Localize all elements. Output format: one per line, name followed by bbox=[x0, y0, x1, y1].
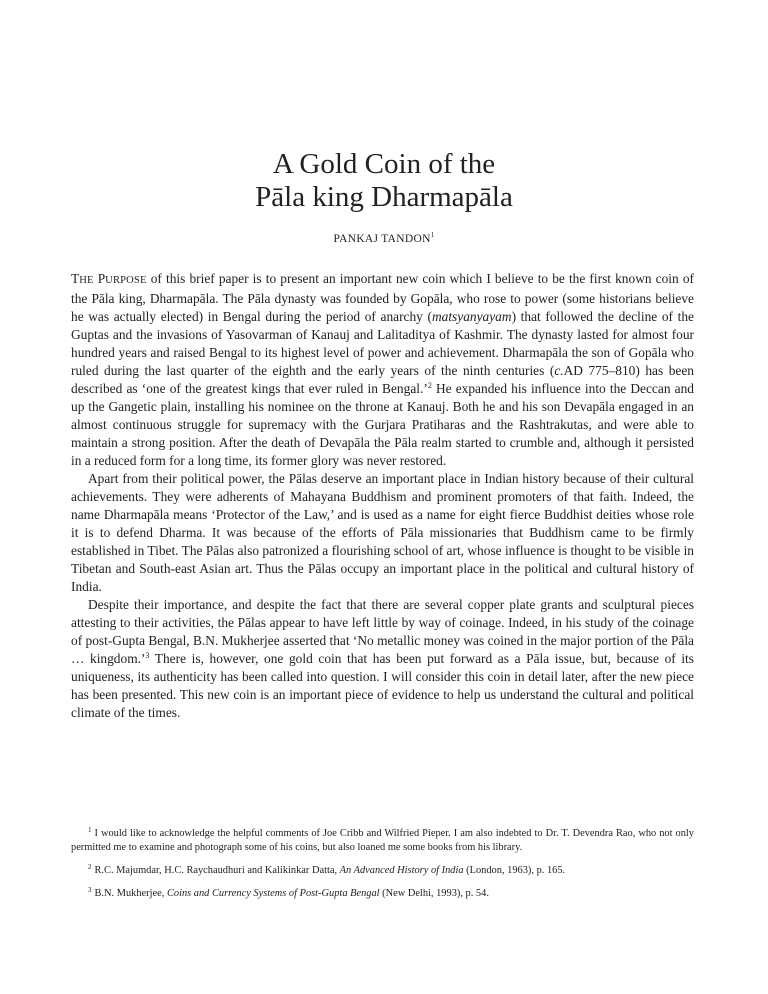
footnote-ref-2[interactable]: 2 bbox=[427, 381, 432, 390]
footnote-2-post: (London, 1963), p. 165. bbox=[463, 865, 566, 876]
footnote-3 bbox=[71, 883, 694, 901]
author-footnote-mark: 1 bbox=[430, 231, 435, 239]
lead-smallcaps-urpose: URPOSE bbox=[105, 275, 147, 286]
p1-text-b: ) that followed the decline of the Guptas and the invasions of Yasovarman of Kanauj and Lalitaditya of Kashmir. The dynasty lasted for almost four hundred years and raised Bengal to its highest level of power and achievement. Dharmapāla the son of Gopāla who ruled during the last quarter of the eighth and the early years of the ninth centuries ( bbox=[71, 309, 694, 378]
author-line bbox=[0, 231, 768, 245]
p1-text-c: AD 775–810) has been described as ‘one of the greatest kings that ever ruled in Bengal.’ bbox=[71, 363, 694, 396]
footnote-2-text: R.C. Majumdar, H.C. Raychaudhuri and Kalikinkar Datta, bbox=[94, 865, 340, 876]
lead-smallcaps-he: HE bbox=[79, 275, 94, 286]
footnote-2-title: An Advanced History of India bbox=[339, 865, 464, 876]
p1-text-a: of this brief paper is to present an important new coin which I believe to be the first known coin of the Pāla king, Dharmapāla. The Pāla dynasty was founded by Gopāla, who rose to power (some historians believe he was actually elected) in Bengal during the period of anarchy ( bbox=[71, 271, 694, 324]
p3-text-b: There is, however, one gold coin that has been put forward as a Pāla issue, but, because of its uniqueness, its authenticity has been called into question. I will consider this coin in detail later, after the new piece has been presented. This new coin is an important piece of evidence to help us understand the cultural and political climate of the times. bbox=[71, 651, 694, 720]
paragraph-1 bbox=[71, 270, 694, 470]
footnote-2-mark: 2 bbox=[88, 863, 92, 871]
p1-text-d: He expanded his influence into the Deccan and up the Gangetic plain, installing his nominee on the throne at Kanauj. Both he and his son Devapāla engaged in an almost continuous struggle for supremacy with the Gurjara Pratiharas and the Rashtrakutas, and were able to maintain a strong position. After the death of Devapāla the Pāla realm started to crumble and, although it persisted in a reduced form for a long time, its former glory was never restored. bbox=[71, 381, 694, 468]
title-line-2: Pāla king Dharmapāla bbox=[255, 181, 513, 213]
footnote-1-text: I would like to acknowledge the helpful comments of Joe Cribb and Wilfried Pieper. I am also indebted to Dr. T. Devendra Rao, who not only permitted me to examine and photograph some of his coins, but also loaned me some books from his library. bbox=[71, 828, 694, 853]
footnote-ref-3[interactable]: 3 bbox=[145, 651, 150, 660]
lead-initial-t: T bbox=[71, 271, 80, 286]
lead-initial-p: P bbox=[97, 271, 106, 286]
footnote-1 bbox=[71, 823, 694, 855]
paragraph-3 bbox=[71, 596, 694, 722]
footnotes bbox=[71, 823, 694, 906]
p1-italic-matsyanyayam: matsyanyayam bbox=[431, 309, 512, 324]
footnote-2 bbox=[71, 860, 694, 878]
p1-italic-circa: c. bbox=[554, 363, 564, 378]
footnote-3-title: Coins and Currency Systems of Post-Gupta Bengal bbox=[166, 888, 380, 899]
p3-text-a: Despite their importance, and despite the fact that there are several copper plate grants and sculptural pieces attesting to their activities, the Pālas appear to have left little by way of coinage. Indeed, in his study of the coinage of post-Gupta Bengal, B.N. Mukherjee asserted that ‘No metallic money was coined in the major portion of the Pāla … kingdom.’ bbox=[71, 597, 694, 666]
author-name: PANKAJ TANDON bbox=[333, 233, 431, 245]
title-line-1: A Gold Coin of the bbox=[272, 148, 496, 180]
footnote-3-post: (New Delhi, 1993), p. 54. bbox=[379, 888, 489, 899]
footnote-3-text: B.N. Mukherjee, bbox=[94, 888, 167, 899]
footnote-1-mark: 1 bbox=[88, 826, 92, 834]
paragraph-2: Apart from their political power, the Pālas deserve an important place in Indian history because of their cultural achievements. They were adherents of Mahayana Buddhism and prominent promoters of that faith. Indeed, the name Dharmapāla means ‘Protector of the Law,’ and is used as a name for eight fierce Buddhist deities whose role it is to defend Dharma. It was because of the efforts of Pāla missionaries that Buddhism came to be firmly established in Tibet. The Pālas also patronized a flourishing school of art, whose influence is thought to be visible in Tibetan and South-east Asian art. Thus the Pālas occupy an important place in the political and cultural history of India. bbox=[71, 471, 694, 594]
footnote-3-mark: 3 bbox=[88, 886, 92, 894]
body-text bbox=[71, 270, 694, 722]
